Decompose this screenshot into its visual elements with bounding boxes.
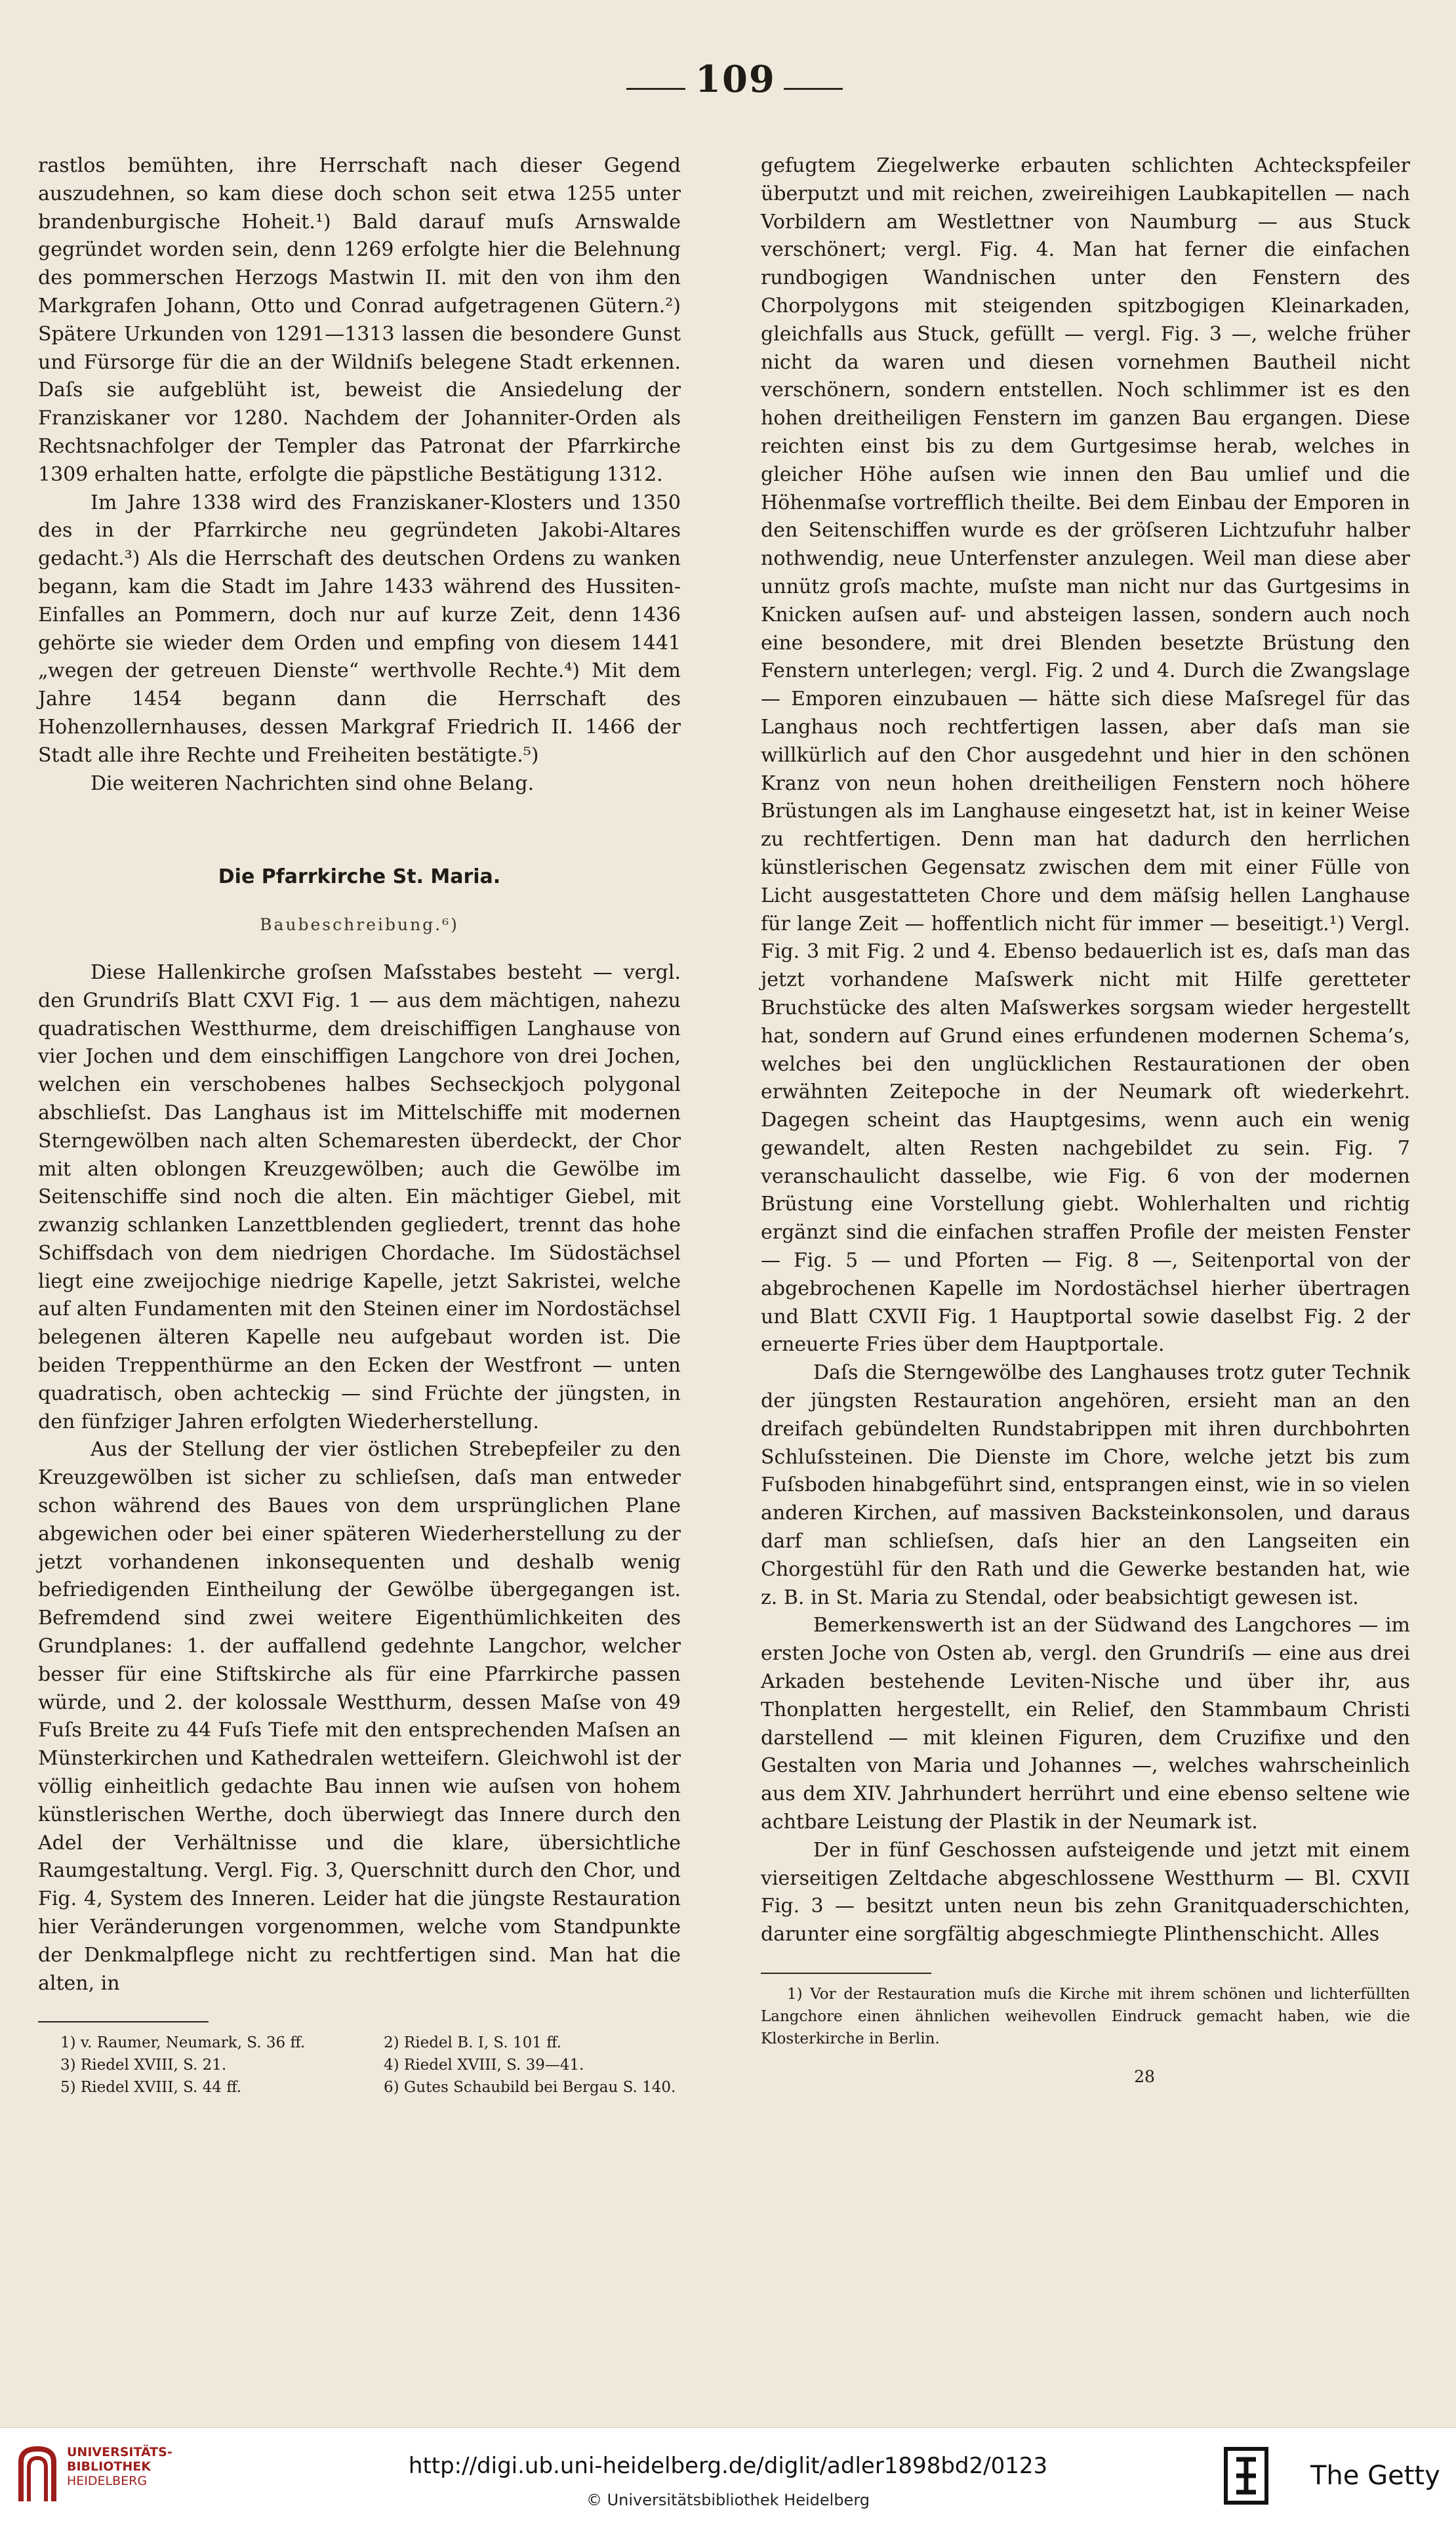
viewer-footer: [0, 2427, 1456, 2523]
paragraph: Daſs die Sterngewölbe des Langhauses trotz guter Technik der jüngsten Restauration angehören, ersieht man an den dreifach gebündelten Rundstabrippen mit ihren durchbohrten Schluſssteinen. Die Dienste im Chore, welche jetzt bis zum Fuſsboden hinabgeführt sind, entsprangen einst, wie in so vielen anderen Kirchen, auf massiven Backsteinkonsolen, und daraus darf man schlieſsen, daſs hier an den Langseiten ein Chorgestühl für den Rath und die Gewerke bestanden hat, wie z. B. in St. Maria zu Stendal, oder beabsichtigt gewesen ist.: [761, 1361, 1410, 1609]
footnote: 3) Riedel XVIII, S. 21.: [60, 2057, 227, 2074]
library-name-line: BIBLIOTHEK: [67, 2459, 151, 2474]
getty-name: The Getty: [1310, 2461, 1440, 2491]
paragraph: Bemerkenswerth ist an der Südwand des Langchores — im ersten Joche von Osten ab, vergl. den Grundriſs — eine aus drei Arkaden bestehende Leviten-Nische und über ihr, aus Thonplatten hergestellt, ein Relief, den Stammbaum Christi darstellend — mit kleinen Figuren, dem Cruzifixe und den Gestalten von Maria und Johannes —, welches wahrscheinlich aus dem XIV. Jahrhundert herrührt und eine ebenso seltene wie achtbare Leistung der Plastik in der Neumark ist.: [761, 1614, 1410, 1834]
paragraph: Im Jahre 1338 wird des Franziskaner-Klosters und 1350 des in der Pfarrkirche neu gegründeten Jakobi-Altares gedacht.³) Als die Herrschaft des deutschen Ordens zu wanken begann, kam die Stadt im Jahre 1433 während des Hussiten-Einfalles an Pommern, doch nur auf kurze Zeit, denn 1436 gehörte sie wieder dem Orden und empfing von diesem 1441 „wegen der getreuen Dienste“ werthvolle Rechte.⁴) Mit dem Jahre 1454 begann dann die Herrschaft des Hohenzollernhauses, dessen Markgraf Friedrich II. 1466 der Stadt alle ihre Rechte und Freiheiten bestätigte.⁵): [38, 491, 681, 767]
paragraph: Der in fünf Geschossen aufsteigende und jetzt mit einem vierseitigen Zeltdache abgeschlossene Westthurm — Bl. CXVII Fig. 3 — besitzt unten neun bis zehn Granitquaderschichten, darunter eine sorgfältig abgeschmiegte Plinthenschicht. Alles: [761, 1838, 1410, 1946]
paragraph: Aus der Stellung der vier östlichen Strebepfeiler zu den Kreuzgewölben ist sicher zu schlieſsen, daſs man entweder schon während des Baues von dem ursprünglichen Plane abgewichen oder bei einer späteren Wiederherstellung zu der jetzt vorhandenen inkonsequenten und deshalb wenig befriedigenden Eintheilung der Gewölbe übergegangen ist. Befremdend sind zwei weitere Eigenthümlichkeiten des Grundplanes: 1. der auffallend gedehnte Langchor, welcher besser für eine Stiftskirche als für eine Pfarrkirche passen würde, und 2. der kolossale Westthurm, dessen Maſse von 49 Fuſs Breite zu 44 Fuſs Tiefe mit den entsprechenden Maſsen an Münsterkirchen und Kathedralen wetteifern. Gleichwohl ist der völlig einheitlich gedachte Bau innen wie auſsen von hohem künstlerischen Werthe, doch überwiegt das Innere durch den Adel der Verhältnisse und die klare, übersichtliche Raumgestaltung. Vergl. Fig. 3, Querschnitt durch den Chor, und Fig. 4, System des Inneren. Leider hat die jüngste Restauration hier Veränderungen vorgenommen, welche vom Standpunkte der Denkmalpflege nicht zu rechtfertigen sind. Man hat die alten, in: [38, 1438, 681, 1995]
footnote: 5) Riedel XVIII, S. 44 ff.: [60, 2079, 242, 2097]
page-number: 109: [695, 58, 776, 101]
footnote: 1) v. Raumer, Neumark, S. 36 ff.: [60, 2034, 306, 2052]
getty-logo-icon: [1223, 2446, 1269, 2505]
paragraph: Diese Hallenkirche groſsen Maſsstabes besteht — vergl. den Grundriſs Blatt CXVI Fig. 1 — aus dem mächtigen, nahezu quadratischen Westthurme, dem dreischiffigen Langhause von vier Jochen und dem einschiffigen Langchore von drei Jochen, welchen ein verschobenes halbes Sechseckjoch polygonal abschlieſst. Das Langhaus ist im Mittelschiffe mit modernen Sterngewölben nach alten Schemaresten überdeckt, der Chor mit alten oblongen Kreuzgewölben; auch die Gewölbe im Seitenschiffe sind noch die alten. Ein mächtiger Giebel, mit zwanzig schlanken Lanzettblenden gegliedert, trennt das hohe Schiffsdach von dem niedrigen Chordache. Im Südostächsel liegt eine zweijochige niedrige Kapelle, jetzt Sakristei, welche auf alten Fundamenten mit den Steinen einer im Nordostächsel belegenen älteren Kapelle neu aufgebaut worden ist. Die beiden Treppenthürme an den Ecken der Westfront — unten quadratisch, oben achteckig — sind Früchte der jüngsten, in den fünfziger Jahren erfolgten Wiederherstellung.: [38, 960, 681, 1433]
footnote: 6) Gutes Schaubild bei Bergau S. 140.: [384, 2079, 676, 2097]
section-heading: Die Pfarrkirche St. Maria.: [218, 865, 501, 889]
paragraph: Die weiteren Nachrichten sind ohne Belang.: [91, 771, 535, 795]
header-rule-right: [784, 88, 843, 90]
footnote-rule: [761, 1973, 931, 1974]
library-name-line: HEIDELBERG: [67, 2474, 148, 2488]
footnote: 4) Riedel XVIII, S. 39—41.: [384, 2057, 584, 2074]
library-name-line: UNIVERSITÄTS-: [67, 2445, 172, 2459]
footnote-rule: [38, 2021, 209, 2022]
paragraph: gefugtem Ziegelwerke erbauten schlichten Achteckspfeiler überputzt und mit reichen, zweireihigen Laubkapitellen — nach Vorbildern am Westlettner von Naumburg — aus Stuck verschönert; vergl. Fig. 4. Man hat ferner die einfachen rundbogigen Wandnischen unter den Fenstern des Chorpolygons mit steigenden spitzbogigen Kleinarkaden, gleichfalls aus Stuck, gefüllt — vergl. Fig. 3 —, welche früher nicht da waren und diesen vornehmen Bautheil nicht verschönern, sondern entstellen. Noch schlimmer ist es den hohen dreitheiligen Fenstern im ganzen Bau ergangen. Diese reichten einst bis zu dem Gurtgesimse herab, welches in gleicher Höhe auſsen wie innen den Bau umlief und die Höhenmaſse vortrefflich theilte. Bei dem Einbau der Emporen in den Seitenschiffen wurde es der gröſseren Lichtzufuhr halber nothwendig, neue Unterfenster anzulegen. Weil man diese aber unnütz groſs machte, muſste man nicht nur das Gurtgesims in Knicken auſsen auf- und absteigen lassen, sondern auch noch eine besondere, mit drei Blenden besetzte Brüstung den Fenstern unterlegen; vergl. Fig. 2 und 4. Durch die Zwangslage — Emporen einzubauen — hätte sich diese Maſsregel für das Langhaus noch rechtfertigen lassen, aber daſs man sie willkürlich auf den Chor ausgedehnt und hier in den schönen Kranz von neun hohen dreitheiligen Fenstern noch höhere Brüstungen als im Langhause eingesetzt hat, ist in keiner Weise zu rechtfertigen. Denn man hat dadurch den herrlichen künstlerischen Gegensatz zwischen dem mit einer Fülle von Licht ausgestatteten Chore und dem mäſsig hellen Langhause für lange Zeit — hoffentlich nicht für immer — beseitigt.¹) Vergl. Fig. 3 mit Fig. 2 und 4. Ebenso bedauerlich ist es, daſs man das jetzt vorhandene Maſswerk nicht mit Hilfe geretteter Bruchstücke des alten Maſswerkes sorgsam wieder hergestellt hat, sondern auf Grund eines erfundenen modernen Schema’s, welches bei den unglücklichen Restaurationen der oben erwähnten Zeitepoche in der Neumark oft wiederkehrt. Dagegen scheint das Hauptgesims, wenn auch ein wenig gewandelt, alten Resten nachgebildet zu sein. Fig. 7 veranschaulicht dasselbe, wie Fig. 6 von der modernen Brüstung eine Vorstellung giebt. Wohlerhalten und richtig ergänzt sind die einfachen straffen Profile der meisten Fenster — Fig. 5 — und Pforten — Fig. 8 —, Seitenportal von der abgebrochenen Kapelle im Nordostächsel hierher übertragen und Blatt CXVII Fig. 1 Hauptportal sowie daselbst Fig. 2 der erneuerte Fries über dem Hauptportale.: [761, 154, 1410, 1357]
right-column: [761, 152, 1410, 2091]
paragraph: rastlos bemühten, ihre Herrschaft nach dieser Gegend auszudehnen, so kam diese doch schon seit etwa 1255 unter brandenburgische Hoheit.¹) Bald darauf muſs Arnswalde gegründet worden sein, denn 1269 erfolgte hier die Belehnung des pommerschen Herzogs Mastwin II. mit den von ihm den Markgrafen Johann, Otto und Conrad aufgetragenen Gütern.²) Spätere Urkunden von 1291—1313 lassen die besondere Gunst und Fürsorge für die an der Wildniſs belegene Stadt erkennen. Daſs sie aufgeblüht ist, beweist die Ansiedelung der Franziskaner vor 1280. Nachdem der Johanniter-Orden als Rechtsnachfolger der Templer das Patronat der Pfarrkirche 1309 erhalten hatte, erfolgte die päpstliche Bestätigung 1312.: [38, 154, 681, 486]
section-subheading: Baubeschreibung.⁶): [260, 915, 459, 935]
footnotes: [38, 2032, 681, 2099]
permalink-url[interactable]: http://digi.ub.uni-heidelberg.de/diglit/adler1898bd2/0123: [408, 2453, 1048, 2479]
copyright-notice: © Universitätsbibliothek Heidelberg: [586, 2491, 870, 2509]
footnote: 2) Riedel B. I, S. 101 ff.: [384, 2034, 562, 2052]
header-rule-left: [626, 88, 685, 90]
left-column: [38, 152, 681, 2099]
page-header: [0, 58, 1456, 117]
signature-mark: 28: [1134, 2067, 1155, 2086]
footnote: 1) Vor der Restauration muſs die Kirche mit ihrem schönen und lichterfüllten Langchore einen ähnlichen weihevollen Eindruck gemacht haben, wie die Klosterkirche in Berlin.: [761, 1986, 1410, 2047]
